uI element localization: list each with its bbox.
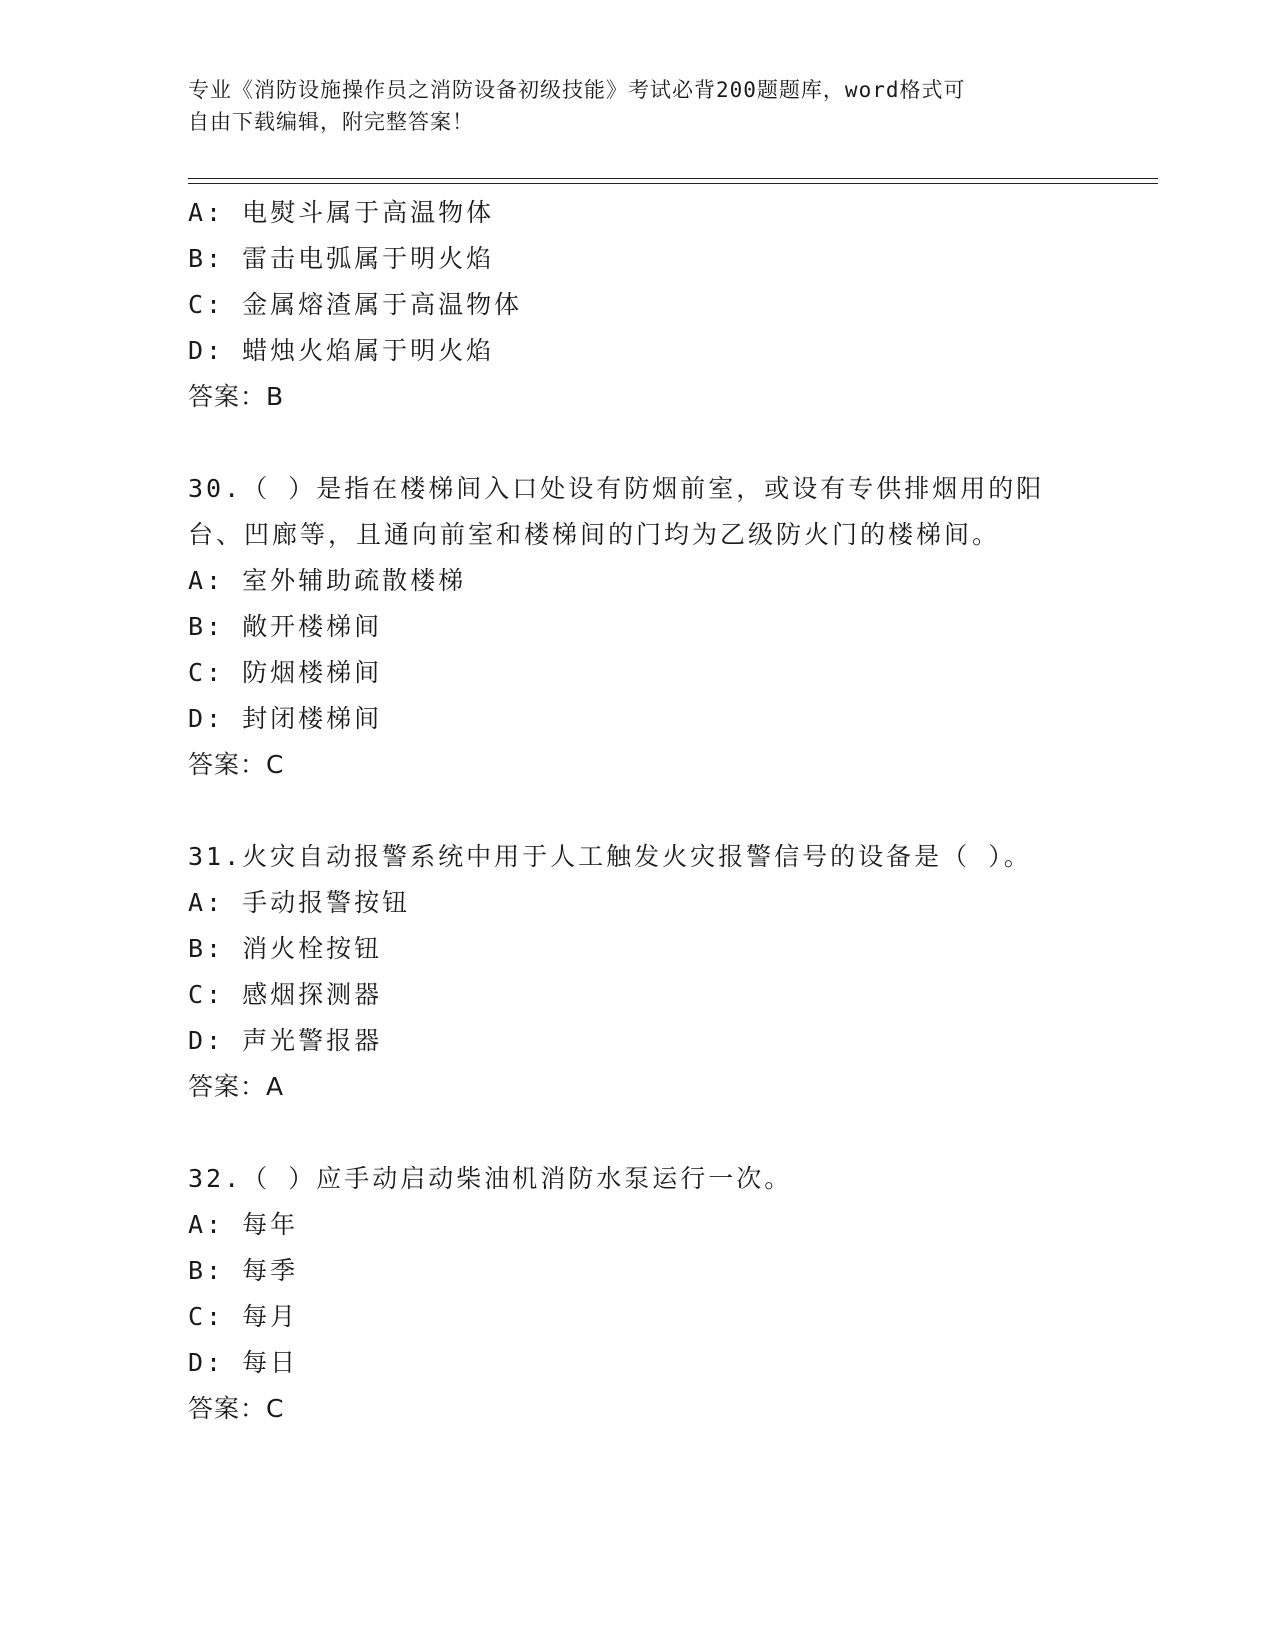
option-b: B: 敞开楼梯间 xyxy=(188,612,383,641)
option-d: D: 每日 xyxy=(188,1348,299,1377)
document-header xyxy=(188,74,1068,138)
spacer xyxy=(188,788,1088,834)
question-stem-line-1: 30.（ ）是指在楼梯间入口处设有防烟前室，或设有专供排烟用的阳 xyxy=(188,474,1045,503)
option-c: C: 感烟探测器 xyxy=(188,980,383,1009)
header-line-1: 专业《消防设施操作员之消防设备初级技能》考试必背200题题库，word格式可 xyxy=(188,78,966,102)
question-stem: 31.火灾自动报警系统中用于人工触发火灾报警信号的设备是（ ）。 xyxy=(188,842,1032,871)
question-29 xyxy=(188,190,1088,420)
header-divider-bottom xyxy=(188,183,1158,184)
option-d: D: 声光警报器 xyxy=(188,1026,383,1055)
answer: 答案：C xyxy=(188,750,285,779)
answer: 答案：C xyxy=(188,1394,285,1423)
question-stem-line-2: 台、凹廊等，且通向前室和楼梯间的门均为乙级防火门的楼梯间。 xyxy=(188,520,1001,549)
option-b: B: 消火栓按钮 xyxy=(188,934,383,963)
question-32 xyxy=(188,1156,1088,1432)
question-stem: 32.（ ）应手动启动柴油机消防水泵运行一次。 xyxy=(188,1164,793,1193)
option-d: D: 封闭楼梯间 xyxy=(188,704,383,733)
option-a: A: 室外辅助疏散楼梯 xyxy=(188,566,467,595)
option-c: C: 防烟楼梯间 xyxy=(188,658,383,687)
option-c: C: 金属熔渣属于高温物体 xyxy=(188,290,523,319)
option-c: C: 每月 xyxy=(188,1302,299,1331)
question-30 xyxy=(188,466,1088,788)
option-a: A: 手动报警按钮 xyxy=(188,888,411,917)
question-31 xyxy=(188,834,1088,1110)
spacer xyxy=(188,420,1088,466)
spacer xyxy=(188,1110,1088,1156)
answer: 答案：B xyxy=(188,382,285,411)
option-a: A: 每年 xyxy=(188,1210,299,1239)
header-line-2: 自由下载编辑，附完整答案！ xyxy=(188,110,474,134)
answer: 答案：A xyxy=(188,1072,285,1101)
question-list xyxy=(188,190,1088,1432)
option-a: A: 电熨斗属于高温物体 xyxy=(188,198,495,227)
option-b: B: 每季 xyxy=(188,1256,299,1285)
option-d: D: 蜡烛火焰属于明火焰 xyxy=(188,336,495,365)
header-divider-top xyxy=(188,178,1158,179)
option-b: B: 雷击电弧属于明火焰 xyxy=(188,244,495,273)
